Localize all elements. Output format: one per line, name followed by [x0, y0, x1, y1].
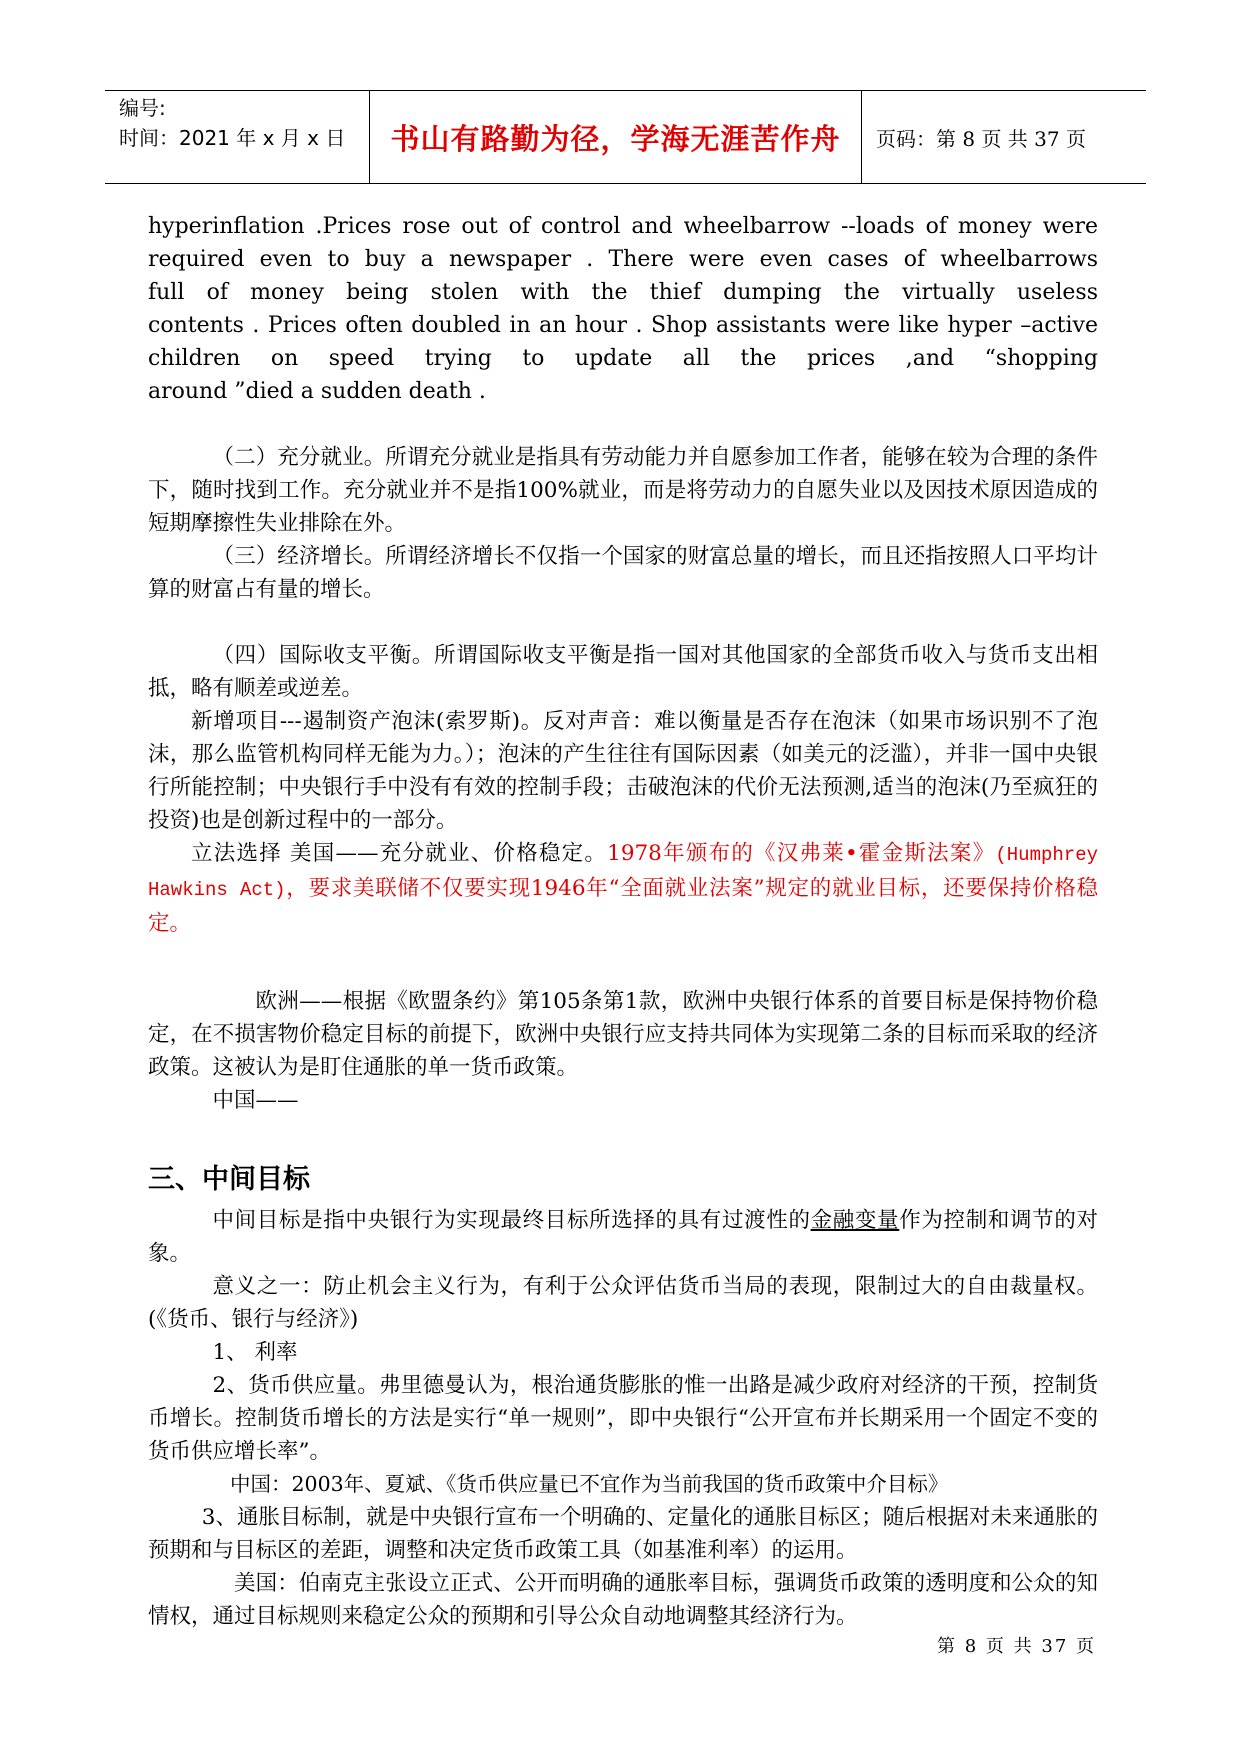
paragraph-full-employment: （二）充分就业。所谓充分就业是指具有劳动能力并自愿参加工作者，能够在较为合理的条件下，随时找到工作。充分就业并不是指100%就业，而是将劳动力的自愿失业以及因技术原因造成的短期摩擦性失业排除在外。	[148, 445, 1098, 536]
paragraph-economic-growth: （三）经济增长。所谓经济增长不仅指一个国家的财富总量的增长，而且还指按照人口平均计算的财富占有量的增长。	[148, 544, 1098, 602]
paragraph-asset-bubble: 新增项目---遏制资产泡沫(索罗斯)。反对声音：难以衡量是否存在泡沫（如果市场识别不了泡沫，那么监管机构同样无能为力。）；泡沫的产生往往有国际因素（如美元的泛滥），并非一国中央银行所能控制；中央银行手中没有有效的控制手段；击破泡沫的代价无法预测,适当的泡沫(乃至疯狂的投资)也是创新过程中的一部分。	[148, 709, 1098, 833]
paragraph-balance-of-payments: （四）国际收支平衡。所谓国际收支平衡是指一国对其他国家的全部货币收入与货币支出相抵，略有顺差或逆差。	[148, 643, 1098, 701]
english-line: contents . Prices often doubled in an hour . Shop assistants were like hyper –active	[148, 313, 1098, 338]
english-line: hyperinflation .Prices rose out of control and wheelbarrow --loads of money were	[148, 214, 1098, 239]
english-line: required even to buy a newspaper . There were even cases of wheelbarrows	[148, 247, 1098, 272]
header-left-cell	[105, 91, 370, 183]
list-item-inflation-targeting: 3、通胀目标制，就是中央银行宣布一个明确的、定量化的通胀目标区；随后根据对未来通胀的预期和与目标区的差距，调整和决定货币政策工具（如基准利率）的运用。	[148, 1505, 1098, 1563]
paragraph-legislation	[148, 837, 1098, 940]
page-footer: 第 8 页 共 37 页	[937, 1636, 1096, 1657]
list-item-interest-rate: 1、 利率	[212, 1340, 298, 1365]
paragraph-china: 中国——	[212, 1088, 299, 1113]
paragraph-bernanke: 美国：伯南克主张设立正式、公开而明确的通胀率目标，强调货币政策的透明度和公众的知情权，通过目标规则来稳定公众的预期和引导公众自动地调整其经济行为。	[148, 1571, 1098, 1629]
legislation-highlight-cont: ，要求美联储不仅要实现1946年“全面就业法案”规定的就业目标，还要保持价格稳定。	[148, 876, 1099, 936]
legislation-highlight: 1978年颁布的《汉弗莱•霍金斯法案》	[607, 841, 996, 866]
paragraph-europe: 欧洲——根据《欧盟条约》第105条第1款，欧洲中央银行体系的首要目标是保持物价稳定，在不损害物价稳定目标的前提下，欧洲中央银行应支持共同体为实现第二条的目标而采取的经济政策。这被认为是盯住通胀的单一货币政策。	[148, 989, 1098, 1080]
document-body	[148, 210, 1098, 1633]
section-title: 三、中间目标	[148, 1164, 310, 1195]
legislation-text: 立法选择 美国——充分就业、价格稳定。	[191, 841, 608, 866]
legislation-act-name: (Humphrey Hawkins Act)	[148, 844, 1098, 901]
paragraph-intermediate-target	[148, 1204, 1098, 1270]
english-line: full of money being stolen with the thief dumping the virtually useless	[148, 280, 1098, 305]
paragraph-china-2003: 中国：2003年、夏斌、《货币供应量已不宜作为当前我国的货币政策中介目标》	[230, 1472, 949, 1496]
serial-label: 编号:	[119, 96, 166, 120]
page-header	[105, 90, 1146, 184]
intermediate-text-cont: 作为控制和调节的对象。	[148, 1208, 1098, 1266]
motto: 书山有路勤为径，学海无涯苦作舟	[390, 121, 841, 156]
english-line: around ”died a sudden death .	[148, 379, 486, 404]
paragraph-significance: 意义之一：防止机会主义行为，有利于公众评估货币当局的表现，限制过大的自由裁量权。(《货币、银行与经济》)	[148, 1274, 1098, 1332]
english-line: children on speed trying to update all the prices ,and “shopping	[148, 346, 1098, 371]
header-page-cell	[862, 91, 1146, 183]
time-label: 时间：2021 年 x 月 x 日	[119, 126, 346, 150]
header-motto-cell	[370, 91, 862, 183]
financial-variable-term: 金融变量	[810, 1208, 900, 1233]
list-item-money-supply: 2、货币供应量。弗里德曼认为，根治通货膨胀的惟一出路是减少政府对经济的干预，控制货币增长。控制货币增长的方法是实行“单一规则”，即中央银行“公开宣布并长期采用一个固定不变的货币供应增长率”。	[148, 1373, 1098, 1464]
page-label: 页码：第 8 页 共 37 页	[876, 126, 1086, 151]
intermediate-text: 中间目标是指中央银行为实现最终目标所选择的具有过渡性的	[212, 1208, 811, 1233]
